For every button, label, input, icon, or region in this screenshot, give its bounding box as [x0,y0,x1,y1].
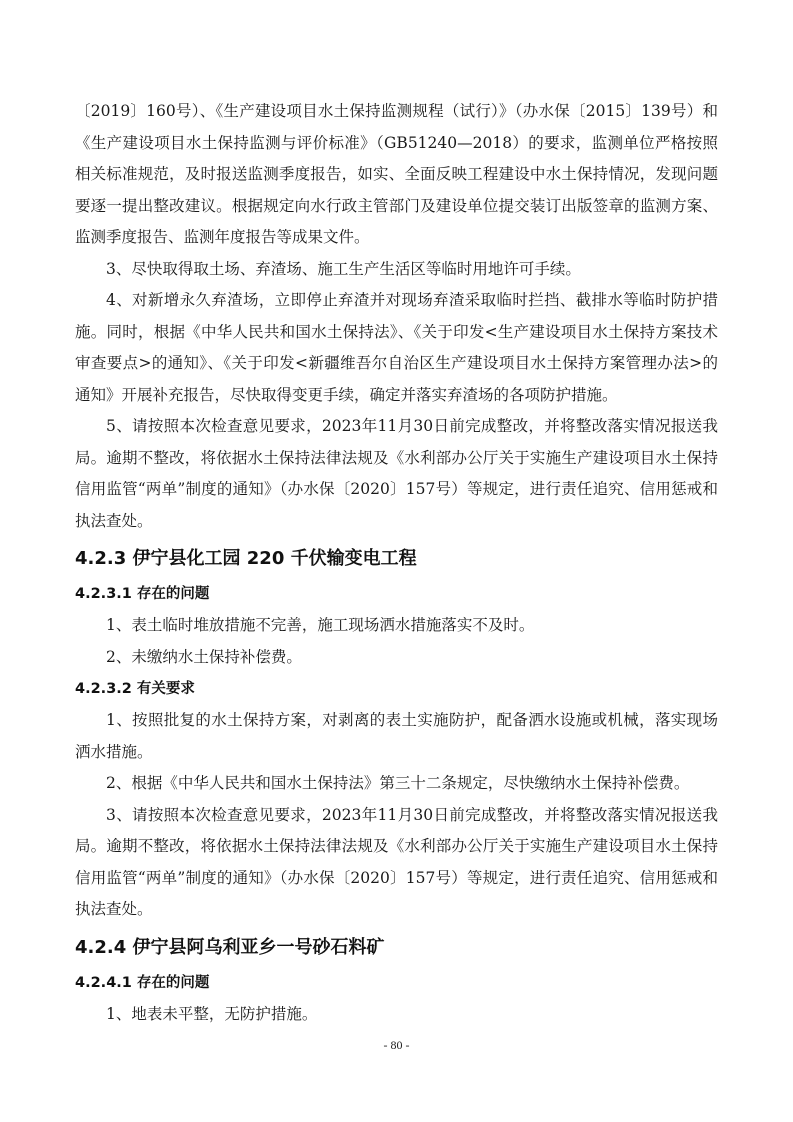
subsection-heading-4-2-3-2: 4.2.3.2 有关要求 [75,681,195,697]
page-number: - 80 - [383,1038,410,1052]
subsection-heading-4-2-3-1: 4.2.3.1 存在的问题 [75,586,210,602]
document-page [75,96,718,1030]
issue-item-2: 2、未缴纳水土保持补偿费。 [106,647,302,666]
section-heading-4-2-4: 4.2.4 伊宁县阿乌利亚乡一号砂石料矿 [75,936,385,958]
requirement-item-3: 3、请按照本次检查意见要求，2023年11月30日前完成整改，并将整改落实情况报送我局。逾期不整改，将依据水土保持法律法规及《水利部办公厅关于实施生产建设项目水土保持信用监管“两单”制度的通知》（办水保〔2020〕157号）等规定，进行责任追究、信用惩戒和执法查处。 [75,805,718,918]
requirement-item-1: 1、按照批复的水土保持方案，对剥离的表土实施防护，配备洒水设施或机械，落实现场洒水措施。 [75,711,718,761]
paragraph-item-3: 3、尽快取得取土场、弃渣场、施工生产生活区等临时用地许可手续。 [106,259,581,278]
issue-item-1: 1、表土临时堆放措施不完善，施工现场洒水措施落实不及时。 [106,616,535,634]
requirement-item-2: 2、根据《中华人民共和国水土保持法》第三十二条规定，尽快缴纳水土保持补偿费。 [106,774,690,792]
section-heading-4-2-3: 4.2.3 伊宁县化工园 220 千伏输变电工程 [75,548,417,569]
paragraph-item-5: 5、请按照本次检查意见要求，2023年11月30日前完成整改，并将整改落实情况报送我局。逾期不整改，将依据水土保持法律法规及《水利部办公厅关于实施生产建设项目水土保持信用监管“两单”制度的通知》（办水保〔2020〕157号）等规定，进行责任追究、信用惩戒和执法查处。 [75,417,718,530]
issue-item-1-gravel-mine: 1、地表未平整，无防护措施。 [106,1004,318,1023]
paragraph-item-4: 4、对新增永久弃渣场，立即停止弃渣并对现场弃渣采取临时拦挡、截排水等临时防护措施。同时，根据《中华人民共和国水土保持法》、《关于印发<生产建设项目水土保持方案技术审查要点>的通知》、《关于印发<新疆维吾尔自治区生产建设项目水土保持方案管理办法>的通知》开展补充报告，尽快取得变更手续，确定并落实弃渣场的各项防护措施。 [75,291,718,404]
paragraph-monitoring-requirements: 〔2019〕160号）、《生产建设项目水土保持监测规程（试行）》（办水保〔2015〕139号）和《生产建设项目水土保持监测与评价标准》（GB51240—2018）的要求，监测单位严格按照相关标准规范，及时报送监测季度报告，如实、全面反映工程建设中水土保持情况，发现问题要逐一提出整改建议。根据规定向水行政主管部门及建设单位提交装订出版签章的监测方案、监测季度报告、监测年度报告等成果文件。 [75,102,718,246]
subsection-heading-4-2-4-1: 4.2.4.1 存在的问题 [75,974,210,991]
